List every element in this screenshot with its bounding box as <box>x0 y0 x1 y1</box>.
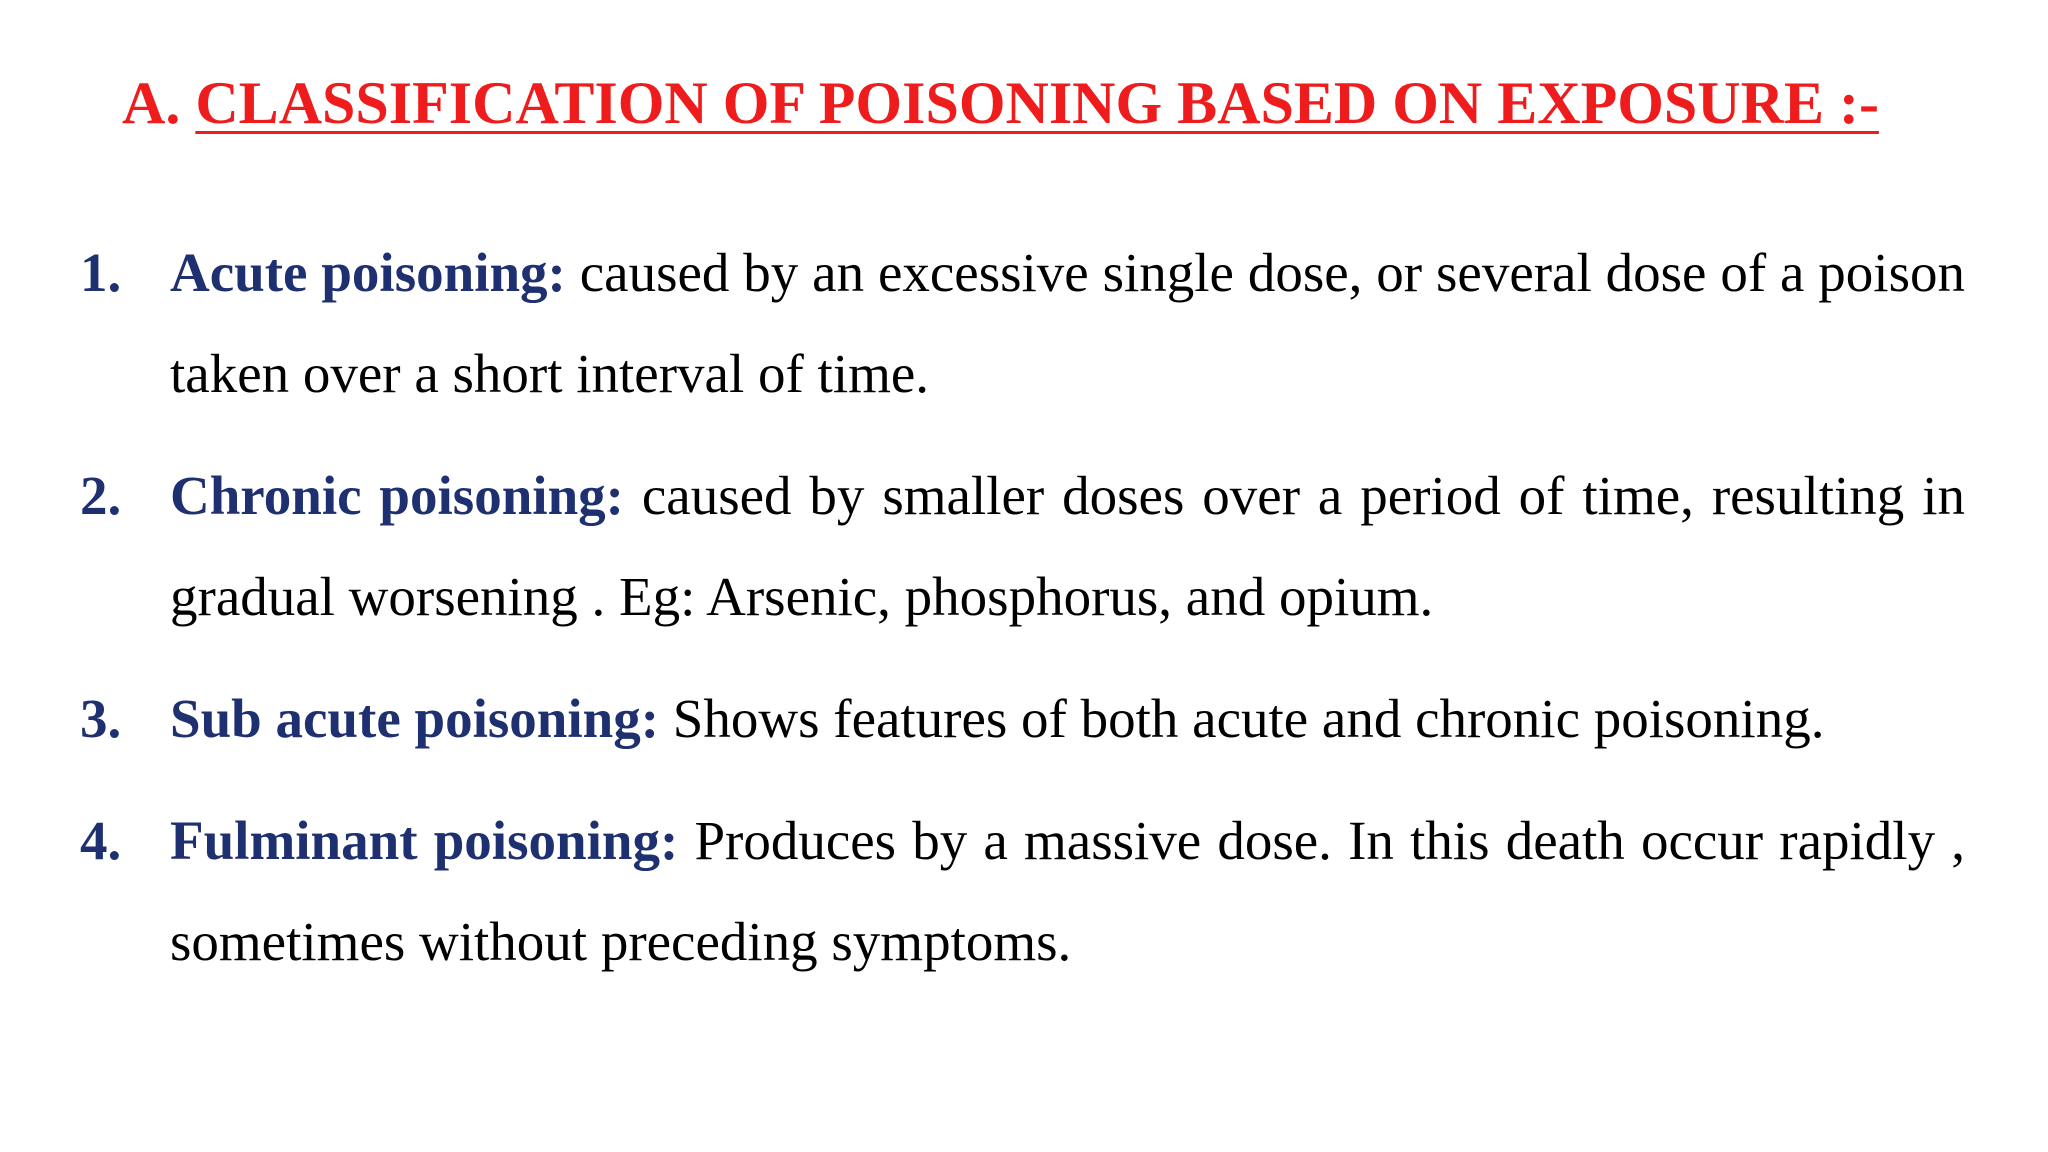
item-content <box>170 668 1965 769</box>
item-content <box>170 222 1965 424</box>
item-description: caused by smaller doses over a period of time, resulting in gradual worsening . Eg: Arsenic, phosphorus, and opium. <box>170 465 1965 627</box>
item-description: Produces by a massive dose. In this death occur rapidly , sometimes without preceding symptoms. <box>170 810 1965 972</box>
item-content <box>170 790 1965 992</box>
item-term: Chronic poisoning: <box>170 465 624 526</box>
item-term: Sub acute poisoning: <box>170 688 660 749</box>
classification-list <box>80 222 1965 1013</box>
list-item <box>80 668 1965 769</box>
item-number: 2. <box>80 465 122 526</box>
title-prefix: A. <box>122 70 196 136</box>
item-description: Shows features of both acute and chronic poisoning. <box>659 688 1825 749</box>
item-term: Acute poisoning: <box>170 242 566 303</box>
item-term: Fulminant poisoning: <box>170 810 679 871</box>
list-item <box>80 222 1965 424</box>
title-main: CLASSIFICATION OF POISONING BASED ON EXPOSURE :- <box>195 70 1879 136</box>
list-item <box>80 790 1965 992</box>
item-number: 1. <box>80 242 122 303</box>
item-content <box>170 445 1965 647</box>
item-number: 4. <box>80 810 122 871</box>
item-number: 3. <box>80 688 122 749</box>
slide-title <box>122 70 1879 136</box>
list-item <box>80 445 1965 647</box>
item-description: caused by an excessive single dose, or several dose of a poison taken over a short interval of time. <box>170 242 1965 404</box>
